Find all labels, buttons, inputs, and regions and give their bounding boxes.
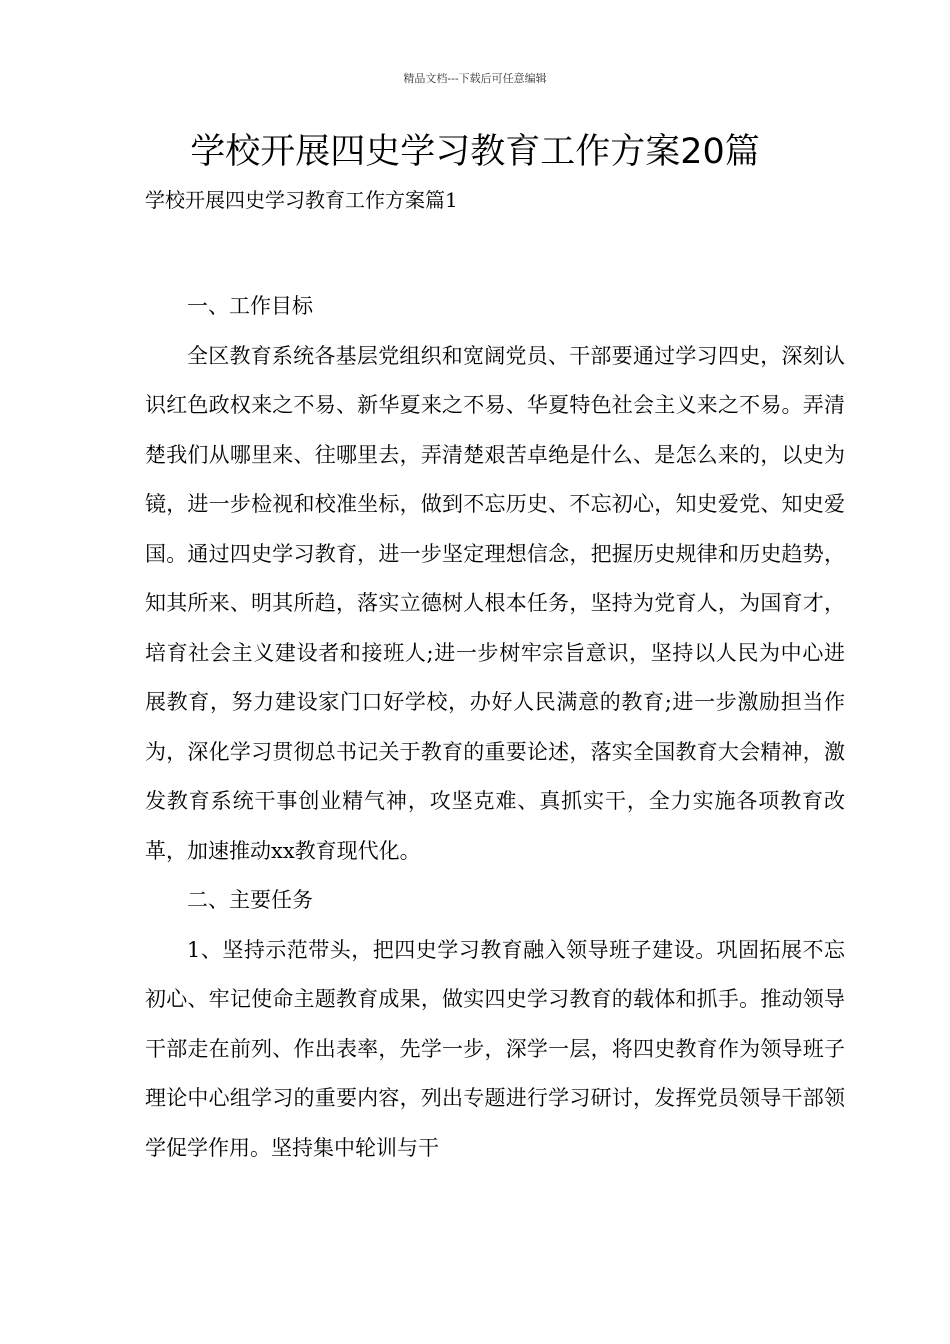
document-body	[145, 282, 845, 1173]
paragraph-goals: 全区教育系统各基层党组织和宽阔党员、干部要通过学习四史，深刻认识红色政权来之不易、新华夏来之不易、华夏特色社会主义来之不易。弄清楚我们从哪里来、往哪里去，弄清楚艰苦卓绝是什么、是怎么来的，以史为镜，进一步检视和校准坐标，做到不忘历史、不忘初心，知史爱党、知史爱国。通过四史学习教育，进一步坚定理想信念，把握历史规律和历史趋势，知其所来、明其所趋，落实立德树人根本任务，坚持为党育人，为国育才，培育社会主义建设者和接班人;进一步树牢宗旨意识，坚持以人民为中心进展教育，努力建设家门口好学校，办好人民满意的教育;进一步激励担当作为，深化学习贯彻总书记关于教育的重要论述，落实全国教育大会精神，激发教育系统干事创业精气神，攻坚克难、真抓实干，全力实施各项教育改革，加速推动xx教育现代化。	[145, 343, 845, 863]
paragraph-task-1: 1、坚持示范带头，把四史学习教育融入领导班子建设。巩固拓展不忘初心、牢记使命主题教育成果，做实四史学习教育的载体和抓手。推动领导干部走在前列、作出表率，先学一步，深学一层，将四史教育作为领导班子理论中心组学习的重要内容，列出专题进行学习研讨，发挥党员领导干部领学促学作用。坚持集中轮训与干	[145, 937, 845, 1160]
section-heading-tasks: 二、主要任务	[187, 888, 313, 912]
document-title: 学校开展四史学习教育工作方案20篇	[190, 132, 760, 172]
header-note: 精品文档---下载后可任意编辑	[403, 72, 547, 85]
section-heading-goals: 一、工作目标	[187, 294, 313, 318]
document-subtitle: 学校开展四史学习教育工作方案篇1	[145, 188, 458, 212]
